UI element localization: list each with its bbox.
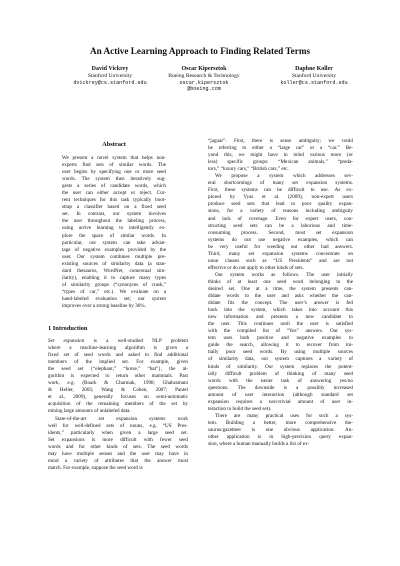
text-line: with the compiled list of “Yes” answers. Our sys-: [208, 328, 353, 335]
text-line: tially poor seed words. By using multiple sources: [208, 349, 353, 356]
author-affiliation: Boeing Research & Technology: [168, 72, 240, 79]
text-line: eral shortcomings of many set expansion systems.: [208, 180, 353, 187]
text-line: gests a series of candidate words, which: [62, 183, 166, 190]
author-block-2: [148, 66, 260, 93]
text-line: Third, many set expansion systems concentrate on: [208, 250, 353, 257]
author-email: koller@cs.stanford.edu: [280, 79, 348, 86]
text-line: the seed set {“elephant,” “horse,” “bat”}, the al-: [48, 366, 188, 373]
text-line: acquisition of the remaining members of the set by: [48, 401, 188, 408]
text-line: sions, for a variety of reasons including ambiguity: [208, 208, 353, 215]
author-affiliation: Stanford University: [291, 72, 337, 79]
text-line: structing seed sets can be a laborious and time-: [208, 222, 353, 229]
text-line: guide the search, allowing it to recover from ini-: [208, 342, 353, 349]
text-line: other application is in high-precision query expan-: [208, 433, 353, 440]
text-line: work, e.g. (Roark & Charniak, 1998; Ghahramani: [48, 380, 188, 387]
text-line: “jaguar”. First, there is sense ambiguity; we could: [208, 138, 353, 144]
text-line: words with the easier task of answering yes/no: [208, 377, 353, 384]
text-line: desired set. One at a time, the system presents can-: [208, 285, 353, 292]
text-line: where a machine-learning algorithm is given a: [48, 345, 188, 352]
text-line: of similarity data, our system captures a variety of: [208, 356, 353, 363]
text-line: match. For example, suppose the seed word is: [48, 464, 143, 471]
text-line: may have multiple senses and the user may have in: [48, 450, 188, 457]
text-line: sion, where a human manually builds a list of ex-: [208, 441, 310, 448]
text-line: saurus/gazetteer is one obvious application. An-: [208, 426, 353, 433]
text-line: thinks of at least one seed word belonging to the: [208, 278, 353, 285]
text-line: hand-labeled evaluation set; our system: [62, 295, 166, 302]
text-line: plored by Vyas et al. (2009), non-expert users: [208, 194, 353, 201]
text-line: fixed set of seed words and asked to find additional: [48, 352, 188, 359]
author-block-1: [58, 66, 162, 86]
text-line: State-of-the-art set expansion systems work: [55, 415, 188, 422]
text-line: mining large amounts of unlabeled data.: [48, 408, 131, 415]
text-line: gorithm is expected to return other mammals. Past: [48, 373, 188, 380]
text-line: existing sources of similarity data (a stan-: [62, 260, 166, 267]
author-block-3: [262, 66, 366, 86]
text-line: set. In contrast, our system involves: [62, 211, 166, 218]
text-line: amount of user interaction (although standard set: [208, 391, 353, 398]
text-line: Our system works as follows. The user initially: [215, 271, 353, 278]
text-line: members of the implied set. For example, given: [48, 359, 188, 366]
text-line: experts find sets of similar words. The: [62, 162, 166, 169]
text-line: Set expansions is more difficult with fewer seed: [48, 436, 188, 443]
author-name: David Vickrey: [91, 66, 129, 72]
text-line: tem. Building a better, more comprehensive the-: [208, 419, 353, 426]
text-line: particular, our system can take advan-: [62, 239, 166, 246]
text-line: tem uses both positive and negative examples to: [208, 335, 353, 342]
text-line: noun classes such as “US Presidents” and are not: [208, 257, 353, 264]
text-line: of similarity groups (“synonyms of crash,”: [62, 281, 166, 288]
text-line: less) specific groups: “Mexican animals,” “preda-: [208, 159, 353, 166]
text-line: the user can either accept or reject. Cur-: [62, 190, 166, 197]
text-line: user. Our system combines multiple pre-: [62, 253, 166, 260]
text-line: ially difficult problem of thinking of many seed: [208, 370, 353, 377]
text-line: tors,” “luxury cars,” “British cars,” etc.: [208, 166, 289, 173]
text-line: mind a variety of attributes that the answer must: [48, 457, 188, 464]
text-line: plore the space of similar words. In: [62, 232, 166, 239]
text-line: First, these systems can be difficult to use. As ex-: [208, 187, 353, 194]
text-line: questions. The downside is a possibly increased: [208, 384, 353, 391]
author-affiliation: Stanford University: [87, 72, 133, 79]
text-line: the user. This continues until the user is satisfied: [208, 321, 353, 328]
text-line: words. The system then iteratively sug-: [62, 176, 166, 183]
text-line: systems do not use negative examples, which can: [208, 236, 353, 243]
right-column-body: [208, 138, 353, 448]
author-name: Oscar Kipersztok: [181, 66, 227, 72]
text-line: rent techniques for this task typically boot-: [62, 197, 166, 204]
text-line: be referring to either a “large cat” or a “car.” Be-: [208, 145, 353, 152]
text-line: yond this, we might have in mind various more (or: [208, 152, 353, 159]
text-line: ilarity), enabling it to capture many types: [62, 274, 166, 281]
text-line: dard thesaurus, WordNet, contextual sim-: [62, 267, 166, 274]
section-heading-introduction: 1 Introduction: [48, 325, 88, 332]
text-line: expansion requires a non-trivial amount of user in-: [208, 398, 353, 405]
author-email: dvickrey@cs.stanford.edu: [73, 79, 147, 86]
text-line: user begins by specifying one or more seed: [62, 169, 166, 176]
abstract-heading: Abstract: [102, 141, 126, 148]
text-line: kinds of similarity. Our system replaces the potent-: [208, 363, 353, 370]
text-line: There are many practical uses for such a sys-: [215, 412, 353, 419]
text-line: strap a classifier based on a fixed seed: [62, 204, 166, 211]
text-line: teraction to build the seed set).: [208, 405, 272, 412]
author-name: Daphne Koller: [295, 66, 333, 72]
text-line: using active learning to intelligently ex-: [62, 225, 166, 232]
text-line: and lack of coverage. Even for expert users, con-: [208, 215, 353, 222]
text-line: didate words to the user and asks whether the can-: [208, 293, 353, 300]
text-line: produce seed sets that lead to poor quality expan-: [208, 201, 353, 208]
text-line: be very useful for weeding out other bad answers.: [208, 243, 353, 250]
text-line: et al., 2009), generally focuses on semi-automatic: [48, 394, 188, 401]
text-line: well for well-defined sets of nouns, e.g. “US Pres-: [48, 422, 188, 429]
text-line: didate fits the concept. The user’s answer is fed: [208, 300, 353, 307]
text-line: idents,” particularly when given a large seed set.: [48, 429, 188, 436]
author-email-continued: @boeing.com: [187, 86, 221, 93]
text-line: consuming process. Second, most set expansion: [208, 229, 353, 236]
text-line: improves over a strong baseline by 36%.: [62, 302, 146, 309]
text-line: effective or do not apply to other kinds of sets.: [208, 264, 304, 271]
introduction-body: [48, 338, 188, 472]
text-line: & Heller, 2005; Wang & Cohen, 2007; Pantel: [48, 387, 188, 394]
paper-title: An Active Learning Approach to Finding Related Terms: [89, 46, 311, 56]
text-line: “types of car,” etc.). We evaluate on a: [62, 288, 166, 295]
text-line: words and for other kinds of sets. The seed words: [48, 443, 188, 450]
text-line: We present a novel system that helps non-: [62, 155, 166, 161]
text-line: We propose a system which addresses sev-: [215, 173, 353, 180]
text-line: new information and presents a new candidate to: [208, 314, 353, 321]
text-line: back into the system, which takes into account this: [208, 307, 353, 314]
author-email: oscar.kipersztok: [179, 79, 229, 86]
abstract-body: [62, 155, 166, 310]
text-line: the user throughout the labeling process,: [62, 218, 166, 225]
text-line: Set expansion is a well-studied NLP problem: [48, 338, 188, 344]
text-line: tage of negative examples provided by the: [62, 246, 166, 253]
